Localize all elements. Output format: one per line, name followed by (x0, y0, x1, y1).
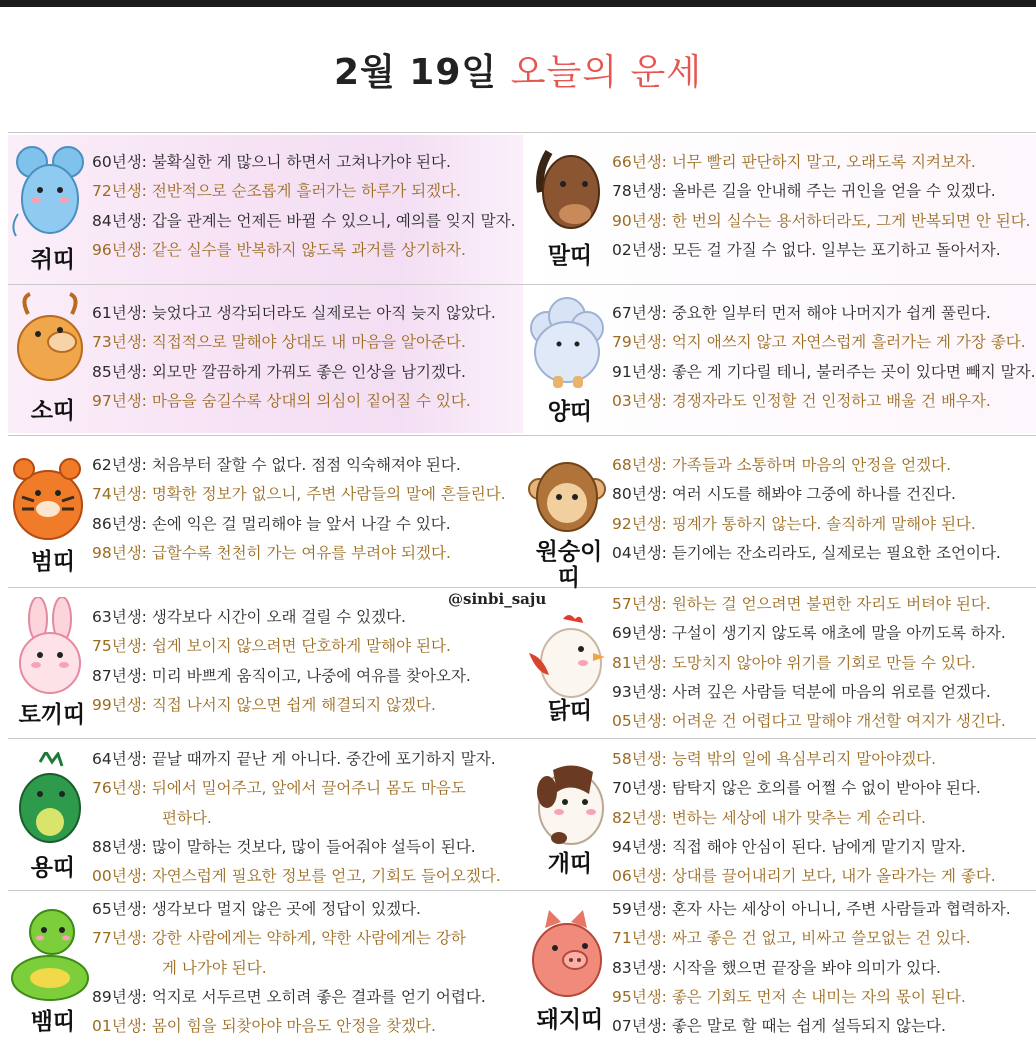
fortune-line: 03년생: 경쟁자라도 인정할 건 인정하고 배울 건 배우자. (612, 391, 991, 410)
zodiac-cell-dog (523, 738, 1036, 890)
fortune-line: 59년생: 혼자 사는 세상이 아니니, 주변 사람들과 협력하자. (612, 900, 1011, 918)
fortune-line: 79년생: 억지 애쓰지 않고 자연스럽게 흘러가는 게 가장 좋다. (612, 333, 1026, 352)
fortune-line: 70년생: 탐탁지 않은 호의를 어쩔 수 없이 받아야 된다. (612, 779, 981, 798)
fortune-line: 81년생: 도망치지 않아야 위기를 기회로 만들 수 있다. (612, 653, 976, 672)
fortune-line: 64년생: 끝날 때까지 끝난 게 아니다. 중간에 포기하지 말자. (92, 750, 496, 768)
top-bar (0, 0, 1036, 7)
fortune-line: 65년생: 생각보다 멀지 않은 곳에 정답이 있겠다. (92, 900, 421, 918)
snake-icon (8, 904, 92, 1004)
fortune-line: 84년생: 갑을 관계는 언제든 바뀔 수 있으니, 예의를 잊지 말자. (92, 211, 516, 230)
zodiac-name: 돼지띠 (536, 1007, 604, 1033)
zodiac-cell-snake (8, 890, 523, 1038)
fortune-line: 05년생: 어려운 건 어렵다고 말해야 개선할 여지가 생긴다. (612, 712, 1006, 731)
zodiac-cell-rooster (523, 587, 1036, 738)
fortune-lines (92, 148, 516, 265)
fortune-line: 68년생: 가족들과 소통하며 마음의 안정을 얻겠다. (612, 456, 951, 474)
fortune-line: 97년생: 마음을 숨길수록 상대의 의심이 짙어질 수 있다. (92, 391, 471, 410)
zodiac-name: 범띠 (30, 549, 76, 575)
fortune-line: 88년생: 많이 말하는 것보다, 많이 들어줘야 설득이 된다. (92, 837, 476, 856)
pig-icon (523, 906, 609, 1006)
fortune-line: 94년생: 직접 해야 안심이 된다. 남에게 맡기지 말자. (612, 837, 966, 856)
fortune-line: 67년생: 중요한 일부터 먼저 해야 나머지가 쉽게 풀린다. (612, 304, 991, 322)
watermark: @sinbi_saju (448, 590, 547, 608)
mouse-icon (10, 144, 90, 244)
fortune-lines (92, 603, 471, 720)
fortune-line: 77년생: 강한 사람에게는 약하게, 약한 사람에게는 강하 (92, 929, 466, 948)
page-title (0, 44, 1036, 95)
fortune-line: 91년생: 좋은 게 기다릴 테니, 불러주는 곳이 있다면 빼지 말자. (612, 362, 1036, 381)
fortune-line: 편하다. (162, 808, 212, 827)
title-accent: 오늘의 운세 (510, 52, 703, 93)
fortune-line: 92년생: 핑계가 통하지 않는다. 솔직하게 말해야 된다. (612, 514, 976, 533)
fortune-lines (612, 148, 1031, 265)
fortune-line: 01년생: 몸이 힘을 되찾아야 마음도 안정을 찾겠다. (92, 1017, 436, 1036)
fortune-line: 75년생: 쉽게 보이지 않으려면 단호하게 말해야 된다. (92, 637, 451, 656)
fortune-line: 00년생: 자연스럽게 필요한 정보를 얻고, 기회도 들어오겠다. (92, 867, 501, 886)
fortune-line: 87년생: 미리 바쁘게 움직이고, 나중에 여유를 찾아오자. (92, 666, 471, 685)
zodiac-name: 말띠 (547, 243, 593, 269)
fortune-line: 게 나가야 된다. (162, 958, 267, 977)
fortune-line: 83년생: 시작을 했으면 끝장을 봐야 의미가 있다. (612, 958, 941, 977)
fortune-line: 93년생: 사려 깊은 사람들 덕분에 마음의 위로를 얻겠다. (612, 682, 991, 701)
fortune-line: 58년생: 능력 밖의 일에 욕심부리지 말아야겠다. (612, 750, 937, 768)
fortune-line: 90년생: 한 번의 실수는 용서하더라도, 그게 반복되면 안 된다. (612, 211, 1031, 230)
fortune-line: 89년생: 억지로 서두르면 오히려 좋은 결과를 얻기 어렵다. (92, 987, 486, 1006)
fortune-lines (612, 590, 1006, 736)
zodiac-name: 닭띠 (547, 698, 593, 724)
rabbit-icon (12, 597, 88, 697)
zodiac-cell-mouse (8, 132, 523, 284)
monkey-icon (527, 455, 607, 539)
zodiac-name: 토끼띠 (18, 702, 86, 728)
fortune-lines (92, 299, 496, 416)
fortune-line: 95년생: 좋은 기회도 먼저 손 내미는 자의 몫이 된다. (612, 987, 966, 1006)
fortune-line: 99년생: 직접 나서지 않으면 쉽게 해결되지 않겠다. (92, 695, 436, 714)
zodiac-name: 쥐띠 (30, 247, 76, 273)
zodiac-name: 뱀띠 (30, 1009, 76, 1035)
fortune-line: 04년생: 듣기에는 잔소리라도, 실제로는 필요한 조언이다. (612, 543, 1001, 562)
fortune-line: 60년생: 불확실한 게 많으니 하면서 고쳐나가야 된다. (92, 153, 451, 171)
fortune-line: 57년생: 원하는 걸 얻으려면 불편한 자리도 버텨야 된다. (612, 595, 991, 613)
fortune-line: 63년생: 생각보다 시간이 오래 걸릴 수 있겠다. (92, 608, 406, 626)
title-date: 2월 19일 (333, 52, 498, 93)
zodiac-name: 원숭이띠 (535, 539, 603, 591)
zodiac-name: 소띠 (30, 398, 76, 424)
horse-icon (527, 142, 607, 242)
fortune-line: 85년생: 외모만 깔끔하게 가꿔도 좋은 인상을 남기겠다. (92, 362, 466, 381)
fortune-lines (612, 299, 1036, 416)
zodiac-cell-monkey (523, 435, 1036, 591)
fortune-line: 73년생: 직접적으로 말해야 상대도 내 마음을 알아준다. (92, 333, 466, 352)
fortune-line: 71년생: 싸고 좋은 건 없고, 비싸고 쓸모없는 건 있다. (612, 929, 971, 948)
fortune-line: 62년생: 처음부터 잘할 수 없다. 점점 익숙해져야 된다. (92, 456, 461, 474)
fortune-line: 06년생: 상대를 끌어내리기 보다, 내가 올라가는 게 좋다. (612, 867, 996, 886)
zodiac-cell-dragon (8, 738, 523, 890)
fortune-line: 66년생: 너무 빨리 판단하지 말고, 오래도록 지켜보자. (612, 153, 976, 171)
fortune-lines (92, 451, 506, 568)
tiger-icon (8, 447, 90, 547)
fortune-lines (612, 745, 996, 891)
fortune-line: 61년생: 늦었다고 생각되더라도 실제로는 아직 늦지 않았다. (92, 304, 496, 322)
zodiac-name: 용띠 (30, 855, 76, 881)
fortune-lines (612, 451, 1001, 568)
fortune-line: 80년생: 여러 시도를 해봐야 그중에 하나를 건진다. (612, 485, 956, 504)
fortune-line: 78년생: 올바른 길을 안내해 주는 귀인을 얻을 수 있겠다. (612, 182, 996, 201)
fortune-line: 72년생: 전반적으로 순조롭게 흘러가는 하루가 되겠다. (92, 182, 461, 201)
fortune-line: 86년생: 손에 익은 걸 멀리해야 늘 앞서 나갈 수 있다. (92, 514, 451, 533)
fortune-lines (92, 895, 486, 1038)
rooster-icon (523, 613, 607, 703)
zodiac-cell-ox (8, 284, 523, 435)
fortune-line: 82년생: 변하는 세상에 내가 맞추는 게 순리다. (612, 808, 926, 827)
dog-icon (523, 752, 609, 852)
fortune-lines (92, 745, 501, 891)
zodiac-name: 양띠 (547, 399, 593, 425)
sheep-icon (527, 292, 607, 392)
fortune-sheet (8, 132, 1036, 1038)
fortune-line: 96년생: 같은 실수를 반복하지 않도록 과거를 상기하자. (92, 240, 466, 259)
dragon-icon (10, 752, 90, 852)
zodiac-cell-rabbit (8, 587, 523, 738)
zodiac-name: 개띠 (547, 851, 593, 877)
fortune-lines (612, 895, 1011, 1038)
zodiac-cell-horse (523, 132, 1036, 284)
fortune-line: 69년생: 구설이 생기지 않도록 애초에 말을 아끼도록 하자. (612, 624, 1006, 643)
fortune-line: 98년생: 급할수록 천천히 가는 여유를 부려야 되겠다. (92, 543, 451, 562)
fortune-line: 74년생: 명확한 정보가 없으니, 주변 사람들의 말에 흔들린다. (92, 485, 506, 504)
ox-icon (10, 290, 90, 390)
zodiac-cell-tiger (8, 435, 523, 587)
zodiac-cell-sheep (523, 284, 1036, 435)
fortune-line: 76년생: 뒤에서 밀어주고, 앞에서 끌어주니 몸도 마음도 (92, 779, 466, 798)
zodiac-cell-pig (523, 890, 1036, 1038)
fortune-line: 07년생: 좋은 말로 할 때는 쉽게 설득되지 않는다. (612, 1017, 946, 1036)
fortune-line: 02년생: 모든 걸 가질 수 없다. 일부는 포기하고 돌아서자. (612, 240, 1001, 259)
